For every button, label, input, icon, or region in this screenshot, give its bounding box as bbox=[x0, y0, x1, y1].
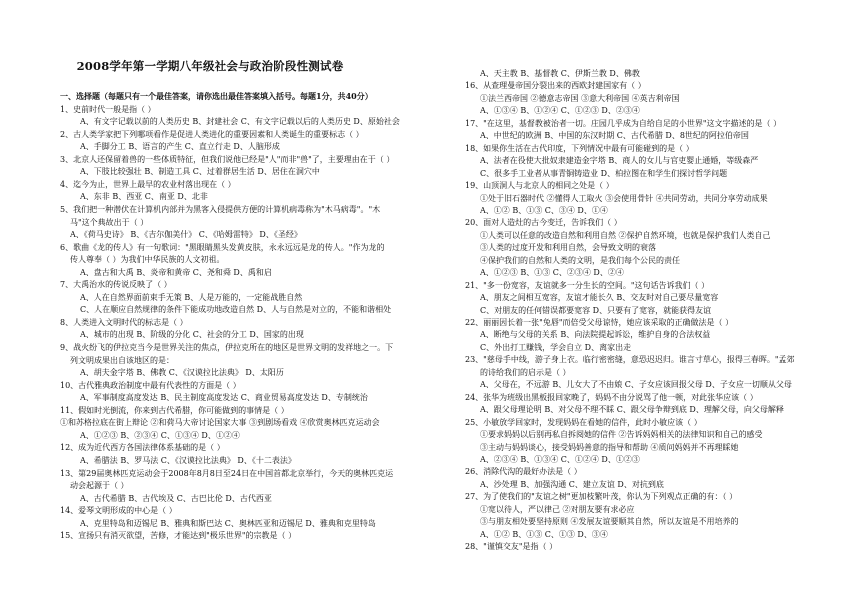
left-column-line: 传人尊奉（ ）为我们中华民族的人文初祖。 bbox=[70, 255, 225, 265]
right-column-line: A、②③④ B、①③④ C、①②④ D、①②③ bbox=[480, 454, 640, 464]
left-column-line: 1、史前时代一般是指（ ） bbox=[60, 104, 156, 114]
left-column-line: 马"这个典故出于（ ） bbox=[70, 217, 149, 227]
right-column-line: 28、"谨慎交友"是指（ ） bbox=[465, 542, 558, 552]
right-column-line: 25、小敏放学回家时，发现妈妈在看她的信件，此时小敏应该（ ） bbox=[465, 417, 702, 427]
left-column-line: A、克里特岛和迈锡尼 B、雅典和斯巴达 C、奥林匹亚和迈锡尼 D、雅典和克里特岛 bbox=[80, 518, 376, 528]
left-column-line: A、胡夫金字塔 B、佛教 C、《汉谟拉比法典》 D、太阳历 bbox=[80, 368, 284, 378]
left-column-line: 6、歌曲《龙的传人》有一句歌词："黑眼睛黑头发黄皮肤，永永远远是龙的传人。"作为龙的 bbox=[60, 242, 385, 252]
right-column-line: ④保护我们的自然和人类的文明，是我们每个公民的责任 bbox=[480, 255, 680, 265]
left-column-line: A、希腊法 B、罗马法 C、《汉谟拉比法典》 D、《十二表法》 bbox=[80, 455, 296, 465]
right-column-line: ③与朋友相处要坚持原则 ④发展友谊要顺其自然，所以友谊是不用培养的 bbox=[480, 517, 739, 527]
left-column-line: 9、战火纷飞的伊拉克当今是世界关注的焦点，伊拉克所在的地区是世界文明的发祥地之一。下 bbox=[60, 343, 394, 352]
left-column-line: 13、第29届奥林匹克运动会于2008年8月8日至24日在中国首都北京举行，今天的奥林匹克运 bbox=[60, 468, 394, 478]
left-column-line: ①和苏格拉底在街上辩论 ②和荷马大帝讨论国家大事 ③到剧场看戏 ④欣赏奥林匹克运动会 bbox=[60, 418, 380, 428]
left-column-line: 15、宣扬只有消灭欲望，苦修，才能达到"极乐世界"的宗教是（ ） bbox=[60, 531, 297, 541]
right-column-line: A、①② B、①③ C、①③ D、③④ bbox=[480, 529, 608, 539]
right-column-line: A、跟父母理论明 B、对父母不理不睬 C、跟父母争辩到底 D、理解父母，向父母解释 bbox=[480, 405, 784, 415]
right-column-line: 22、丽丽因长着一张"兔唇"而倍受父母谅恃，她应该采取的正确做法是（ ） bbox=[465, 318, 734, 327]
left-column-line: 动会起源于（ ） bbox=[70, 481, 129, 491]
right-column-line: 20、面对人造灶的古今变迁，告诉我们（ ） bbox=[465, 218, 622, 228]
left-column-line: C、人在顺应自然规律的条件下能成功地改造自然 D、人与自然是对立的，不能和谐相处 bbox=[80, 305, 392, 315]
left-column-line: A、东非 B、西亚 C、南亚 D、北非 bbox=[80, 192, 208, 202]
right-column-line: ①法兰西帝国 ②德意志帝国 ③意大利帝国 ④英吉利帝国 bbox=[480, 93, 680, 103]
right-column-line: A、①③④ B、①②④ C、①②③ D、②③④ bbox=[480, 106, 640, 116]
left-column-line: A、下肢比较强壮 B、制造工具 C、过着群居生活 D、居住在洞穴中 bbox=[80, 167, 320, 177]
left-column-line: 5、我们把一种潜伏在计算机内部并为黑客入侵提供方便的计算机病毒称为"木马病毒"。"木 bbox=[60, 204, 381, 214]
left-column-line: 一、选择题（每题只有一个最佳答案，请你选出最佳答案填入括号。每题1分，共40分） bbox=[60, 91, 373, 101]
right-column-line: 16、从查理曼帝国分裂出来的西欧封建国家有（ ） bbox=[465, 81, 646, 91]
left-column-line: A、手脚分工 B、语言的产生 C、直立行走 D、人脑形成 bbox=[80, 142, 280, 152]
right-column-line: A、法者在役使大批奴隶建造金字塔 B、商人的女儿与官吏婴止通婚，等级森严 bbox=[480, 156, 759, 166]
right-column-line: C、外出打工赚钱，学会自立 D、离家出走 bbox=[480, 342, 632, 352]
right-column-line: ①宽以待人，严以律己 ②对朋友要有求必应 bbox=[480, 504, 635, 514]
left-column-line: A、古代希腊 B、古代埃及 C、古巴比伦 D、古代西亚 bbox=[80, 493, 272, 503]
left-column-line: A、①②③ B、②③④ C、①③④ D、①②④ bbox=[80, 430, 240, 440]
left-column-line: 4、迄今为止，世界上最早的农业村落出现在（ ） bbox=[60, 179, 236, 189]
right-column-line: A、①② B、①③ C、③④ D、①④ bbox=[480, 205, 608, 215]
left-column-line: 列文明成果出自该地区的是： bbox=[70, 355, 174, 365]
right-column-line: 18、如果你生活在古代印度，下列情况中最有可能碰到的是（ ） bbox=[465, 143, 694, 153]
right-column-line: 26、消除代沟的最好办法是（ ） bbox=[465, 467, 582, 477]
left-column-line: A、盘古和大禹 B、炎帝和黄帝 C、尧和舜 D、禹和启 bbox=[80, 267, 272, 277]
right-column-line: A、沙处理 B、加强沟通 C、建立友谊 D、对抗到底 bbox=[480, 479, 664, 489]
right-column-line: A、①②③ B、①③ C、②③④ D、②④ bbox=[480, 268, 624, 278]
right-column-line: C、对朋友的任何错误都要宽容 D、只要有了宽容，就能获得友谊 bbox=[480, 305, 712, 315]
left-column-line: 7、大禹治水的传说反映了（ ） bbox=[60, 280, 172, 290]
right-column-line: C、很多手工业者从事青铜铸造业 D、柏拉图在和学生们探讨哲学问题 bbox=[480, 168, 728, 178]
left-column-line: 3、北京人还保留着兽的一些体质特征，但我们说他已经是"人"而非"兽"了，主要理由在于（ ） bbox=[60, 154, 395, 164]
left-column-line: A、城市的出现 B、阶级的分化 C、社会的分工 D、国家的出现 bbox=[80, 330, 304, 340]
left-column-line: A、人在自然界面前束手无策 B、人是万能的，一定能战胜自然 bbox=[80, 292, 303, 302]
left-column-line: 10、古代雅典政治制度中最有代表性的方面是（ ） bbox=[60, 380, 241, 390]
right-column-line: 的诗给我们的启示是（ ） bbox=[480, 367, 571, 377]
right-column-line: ③人类的过度开发和利用自然，会导致文明的衰落 bbox=[480, 243, 656, 253]
right-column-line: 24、张华为班级出黑板报回家晚了，妈妈不由分说骂了他一顿，对此张华应该（ ） bbox=[465, 392, 758, 402]
right-column-line: 21、"多一份宽容，友谊就多一分生长的空间。"这句话告诉我们（ ） bbox=[465, 280, 710, 290]
right-column-line: A、断绝与父母的关系 B、向法院提起诉讼，维护自身的合法权益 bbox=[480, 330, 711, 340]
left-column-line: 14、爱琴文明形成的中心是（ ） bbox=[60, 506, 177, 516]
right-column-line: 23、"慈母手中线，游子身上衣。临行密密缝，意恐迟迟归。谁言寸草心，报得三春晖。"孟郊 bbox=[465, 355, 795, 365]
right-column-line: ③主动与妈妈谈心，接受妈妈善意的指导和帮助 ④质问妈妈并不再理睬她 bbox=[480, 442, 739, 452]
right-column-line: ①人类可以任意的改造自然和利用自然 ②保护自然环境，也就是保护我们人类自己 bbox=[480, 230, 771, 240]
right-column-line: ①要求妈妈以后别再私自拆阅她的信件 ②告诉妈妈相关的法律知识和自己的感受 bbox=[480, 430, 763, 440]
left-column-line: A、《荷马史诗》 B、《吉尔伽美什》 C、《哈姆雷特》 D、《圣经》 bbox=[70, 230, 302, 240]
right-column-line: 19、山顶洞人与北京人的相同之处是（ ） bbox=[465, 181, 614, 191]
left-column-line: 8、人类进入文明时代的标志是（ ） bbox=[60, 317, 188, 327]
right-column-line: A、父母在，不远游 B、儿女大了不由娘 C、子女应该回报父母 D、子女应一切顺从父母 bbox=[480, 380, 792, 390]
left-column-line: 11、假如时光倒流，你来到古代希腊，你可能做到的事情是（ ） bbox=[60, 405, 289, 415]
left-column-line: A、军事制度高度发达 B、民主制度高度发达 C、商业贸易高度发达 D、专制统治 bbox=[80, 393, 368, 403]
left-column-line: 12、成为近代西方各国法律体系基础的是（ ） bbox=[60, 443, 225, 453]
left-column-line: A、有文字记载以前的人类历史 B、封建社会 C、有文字记载以后的人类历史 D、原始社会 bbox=[80, 117, 400, 127]
right-column-line: 27、为了使我们的"友谊之树"更加枝繁叶茂，你认为下列观点正确的有：（ ） bbox=[465, 492, 738, 502]
right-column-line: 17、"在这里，基督教被治者一切。庄园几乎成为自给自足的小世界"这文字描述的是（ ） bbox=[465, 118, 782, 128]
right-column-line: A、天主教 B、基督教 C、伊斯兰教 D、佛教 bbox=[480, 69, 640, 78]
right-column-line: ①处于旧石器时代 ②懂得人工取火 ③会使用骨针 ④共同劳动，共同分享劳动成果 bbox=[480, 193, 768, 203]
left-column-line: 2、古人类学家把下列哪项看作是促进人类进化的重要因素和人类诞生的重要标志（ ） bbox=[60, 129, 364, 139]
page-title: 2008学年第一学期八年级社会与政治阶段性测试卷 bbox=[76, 59, 344, 73]
right-column-line: A、朋友之间相互宽容，友谊才能长久 B、交友时对自己要尽量宽容 bbox=[480, 293, 719, 303]
right-column-line: A、中世纪的欧洲 B、中国的东汉时期 C、古代希腊 D、8世纪的阿拉伯帝国 bbox=[480, 131, 749, 141]
